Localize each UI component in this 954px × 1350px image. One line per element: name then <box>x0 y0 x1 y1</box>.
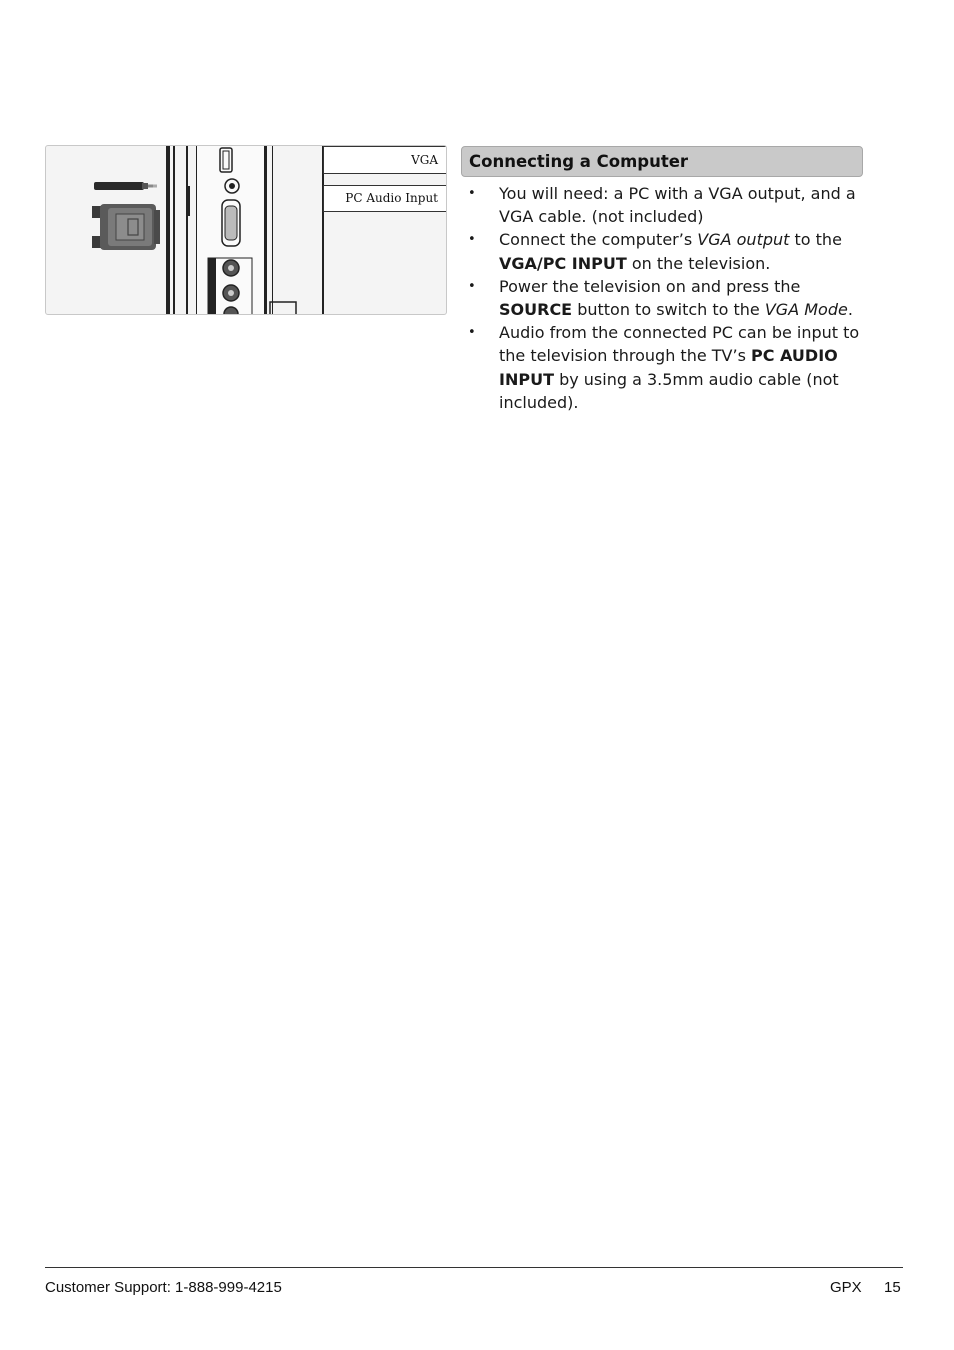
customer-support-text: Customer Support: 1-888-999-4215 <box>45 1279 282 1296</box>
bullet-text-run: button to switch to the <box>572 300 765 320</box>
bullet-text-run: You will need: a PC with a VGA output, and a VGA cable. (not included) <box>499 184 856 227</box>
bullet-text-run: Power the television on and press the <box>499 276 801 296</box>
list-item <box>466 182 866 228</box>
bullet-text-run: Connect the computer’s <box>499 230 698 250</box>
tv-back-panel <box>166 146 324 315</box>
vga-plug-icon <box>92 204 160 250</box>
bullet-text-run: by using a 3.5mm audio cable (not included). <box>499 369 839 412</box>
bullet-text-run: . <box>847 300 853 320</box>
section-title: Connecting a Computer <box>461 146 863 177</box>
footer-divider <box>45 1267 903 1268</box>
audio-plug-icon <box>94 182 157 190</box>
bullet-text-run: SOURCE <box>499 300 573 320</box>
bullet-text-run: VGA Mode <box>764 300 848 320</box>
bullet-text-run: on the television. <box>626 253 771 273</box>
bullet-text-run: Audio from the connected PC can be input to the television through the TV’s <box>499 323 860 366</box>
pc-audio-callout-label: PC Audio Input <box>323 185 447 212</box>
bullet-text-run: VGA/PC INPUT <box>499 253 627 273</box>
brand-name: GPX <box>830 1279 862 1296</box>
connection-diagram <box>45 145 447 315</box>
instruction-list <box>466 182 866 414</box>
bullet-text-run: to the <box>789 230 842 250</box>
bullet-text-run: VGA output <box>697 230 790 250</box>
bullet-text-run: PC AUDIO INPUT <box>499 346 838 389</box>
list-item <box>466 275 866 321</box>
page-number: 15 <box>884 1279 901 1296</box>
vga-callout-label: VGA <box>323 146 447 174</box>
list-item <box>466 321 866 414</box>
list-item <box>466 228 866 274</box>
